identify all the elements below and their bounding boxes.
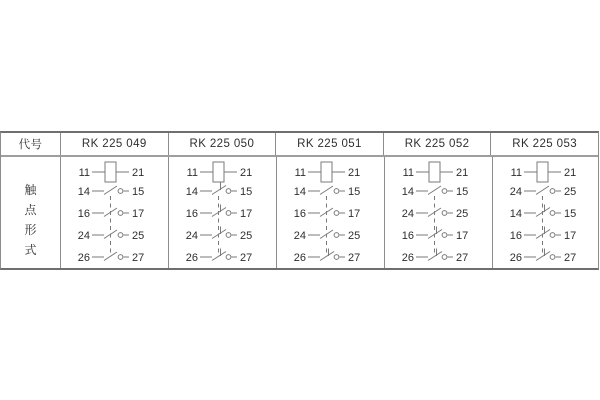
coil-terminal-right: 21 [348,167,361,179]
contact-terminal-left: 14 [509,208,522,220]
column-code-label: RK 225 053 [512,138,578,150]
contact-terminal-left: 14 [77,186,90,198]
contact-diagram-cell [493,157,600,268]
contact-terminal-right: 25 [564,186,577,198]
column-code-label: RK 225 052 [404,138,470,150]
contact-terminal-right: 15 [456,186,469,198]
coil-terminal-left: 11 [186,167,198,179]
contact-diagram [493,157,600,268]
contact-diagram-cell [169,157,277,268]
code-header-label: 代号 [18,139,43,151]
column-header-rk-225-049 [61,133,169,155]
contact-diagram [385,157,492,268]
coil-terminal-right: 21 [564,167,577,179]
code-header-cell [1,133,61,155]
coil-symbol-icon [524,162,561,182]
contact-diagram [169,157,276,268]
coil-symbol-icon [416,162,453,182]
normally-open-contact-icon [308,208,345,217]
contact-terminal-left: 26 [401,252,414,264]
normally-open-contact-icon [92,186,129,195]
coil-symbol-icon [308,162,345,182]
contact-diagram [61,157,168,268]
coil-symbol-icon [92,162,129,182]
contact-terminal-right: 17 [348,208,361,220]
contact-terminal-right: 25 [132,230,145,242]
table-header-row [1,133,598,157]
contact-terminal-right: 25 [240,230,253,242]
contact-diagram [277,157,384,268]
column-code-label: RK 225 050 [189,138,255,150]
contact-terminal-left: 24 [401,208,414,220]
contact-terminal-right: 25 [348,230,361,242]
contact-diagram-cell [277,157,385,268]
contact-terminal-left: 14 [293,186,306,198]
contact-terminal-left: 26 [77,252,90,264]
contact-terminal-right: 25 [456,208,469,220]
column-header-rk-225-051 [276,133,384,155]
normally-open-contact-icon [92,252,129,261]
contact-terminal-right: 17 [456,230,469,242]
normally-open-contact-icon [524,186,561,195]
coil-terminal-right: 21 [132,167,145,179]
normally-open-contact-icon [416,186,453,195]
coil-terminal-left: 11 [510,167,522,179]
contact-form-label-char: 形 [24,223,37,237]
contact-terminal-right: 17 [240,208,253,220]
contact-terminal-right: 15 [348,186,361,198]
normally-open-contact-icon [308,186,345,195]
coil-symbol-icon [200,162,237,182]
coil-terminal-left: 11 [78,167,90,179]
contact-terminal-left: 24 [509,186,522,198]
column-header-rk-225-053 [491,133,598,155]
table-body-row [1,157,598,268]
contact-terminal-right: 27 [132,252,145,264]
contact-terminal-right: 15 [240,186,253,198]
contact-terminal-right: 17 [564,230,577,242]
contact-terminal-left: 24 [77,230,90,242]
column-code-label: RK 225 049 [81,138,147,150]
normally-open-contact-icon [92,208,129,217]
contact-terminal-left: 16 [185,208,198,220]
contact-terminal-left: 14 [401,186,414,198]
contact-terminal-left: 14 [185,186,198,198]
contact-terminal-right: 15 [132,186,145,198]
normally-closed-contact-icon [200,183,237,195]
contact-terminal-right: 27 [564,252,577,264]
coil-terminal-left: 11 [402,167,414,179]
column-code-label: RK 225 051 [297,138,362,150]
contact-terminal-left: 26 [293,252,306,264]
column-header-rk-225-050 [169,133,277,155]
contact-terminal-left: 16 [509,230,522,242]
column-header-rk-225-052 [384,133,492,155]
coil-terminal-right: 21 [456,167,469,179]
normally-open-contact-icon [416,208,453,217]
contact-form-label-char: 点 [24,203,37,217]
contact-terminal-right: 27 [240,252,253,264]
contact-terminal-left: 16 [293,208,306,220]
coil-terminal-left: 11 [294,167,306,179]
contact-form-label-cell [1,157,61,268]
contact-diagram-cell [385,157,493,268]
contact-terminal-left: 24 [185,230,198,242]
contact-terminal-left: 16 [401,230,414,242]
contact-terminal-right: 15 [564,208,577,220]
contact-terminal-left: 16 [77,208,90,220]
contact-terminal-left: 24 [293,230,306,242]
contact-form-label-char: 触 [24,183,37,197]
contact-terminal-left: 26 [185,252,198,264]
contact-diagram-cell [61,157,169,268]
contact-terminal-right: 27 [456,252,469,264]
contact-terminal-right: 27 [348,252,361,264]
contact-terminal-left: 26 [509,252,522,264]
relay-contact-table [0,131,599,270]
contact-form-label-char: 式 [24,243,37,257]
contact-terminal-right: 17 [132,208,145,220]
coil-terminal-right: 21 [240,167,253,179]
